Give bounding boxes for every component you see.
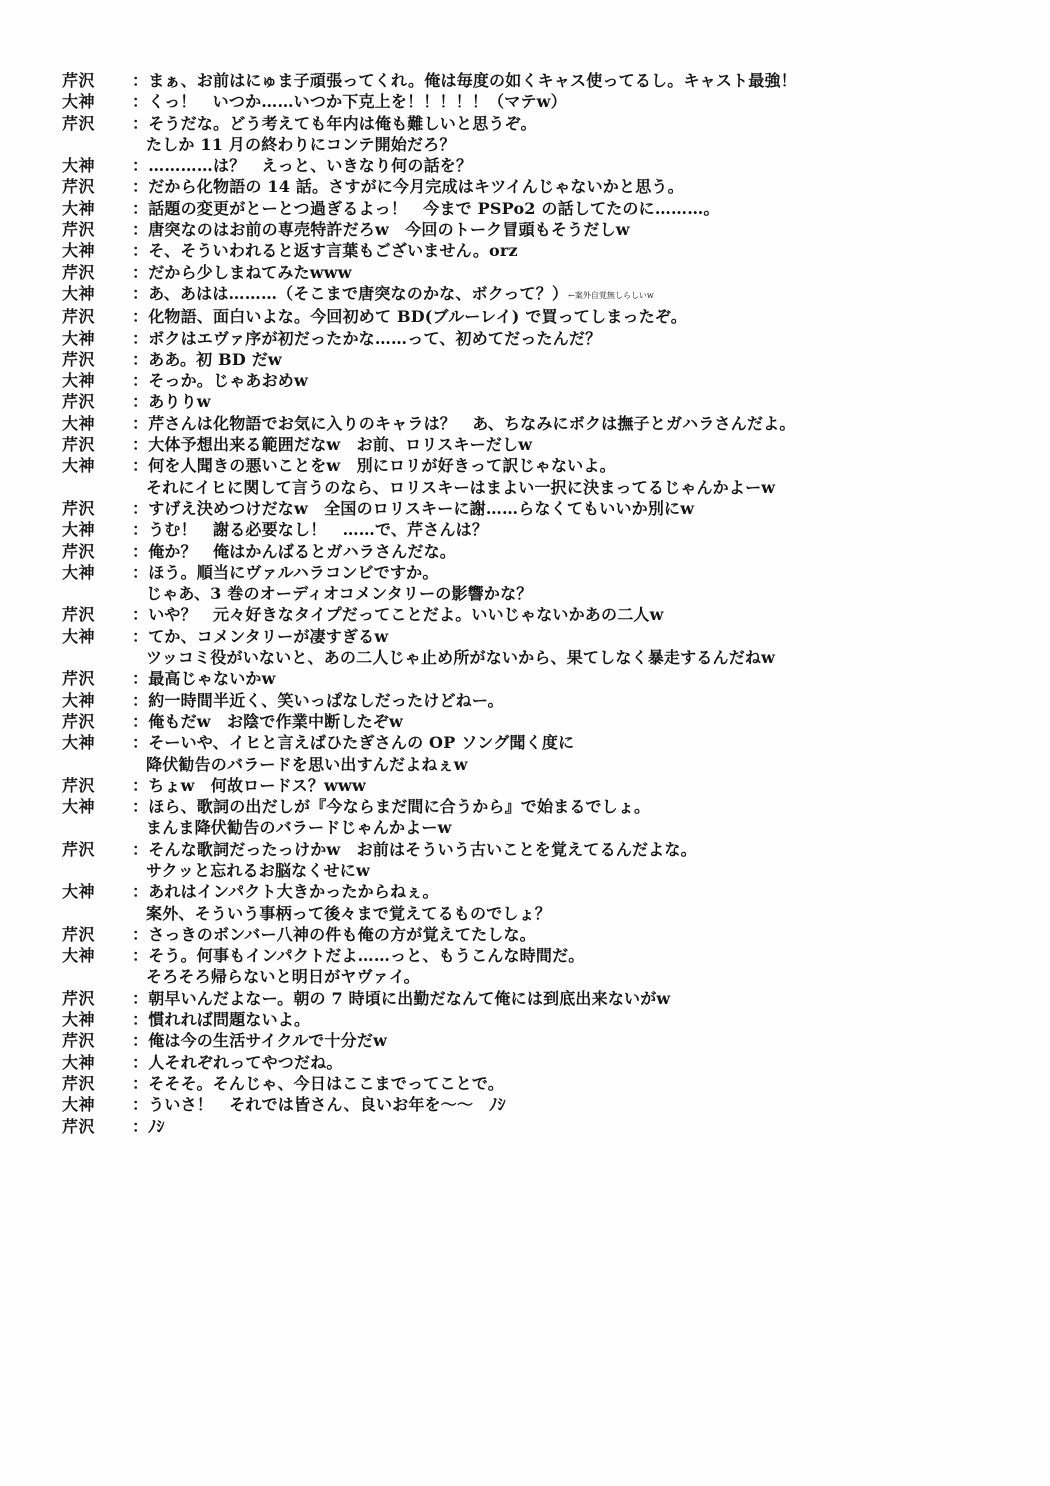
dialogue-line [132, 604, 1037, 625]
dialogue-text: じゃあ、3 巻のオーディオコメンタリーの影響かな？ [146, 584, 533, 604]
dialogue-line [132, 839, 1037, 860]
dialogue-text: ：そーいや、イヒと言えばひたぎさんの OP ソング聞く度に [132, 733, 575, 753]
dialogue-entry [62, 1030, 1037, 1051]
dialogue-entry [62, 70, 1037, 91]
speaker-name: 大神 [62, 882, 96, 902]
dialogue-line [132, 219, 1037, 240]
dialogue-lines [132, 1030, 1037, 1051]
dialogue-entry [62, 413, 1037, 434]
speaker-name: 芹沢 [62, 605, 96, 625]
dialogue-line [132, 498, 1037, 519]
dialogue-line [132, 945, 1037, 966]
dialogue-text: ：…………は？ えっと、いきなり何の話を？ [132, 156, 473, 176]
speaker-name: 芹沢 [62, 349, 96, 369]
dialogue-lines [132, 498, 1037, 519]
dialogue-text: それにイヒに関して言うのなら、ロリスキーはまよい一択に決まってるじゃんかよーw [146, 477, 776, 497]
speaker-name: 大神 [62, 562, 96, 582]
speaker-name: 大神 [62, 1010, 96, 1030]
dialogue-lines [132, 1073, 1037, 1094]
dialogue-entry [62, 113, 1037, 156]
dialogue-lines [132, 924, 1037, 945]
dialogue-text: ：そう。何事もインパクトだよ……っと、もうこんな時間だ。 [132, 946, 585, 966]
dialogue-lines [132, 91, 1037, 112]
dialogue-text: ：そそそ。そんじゃ、今日はここまでってことで。 [132, 1073, 504, 1093]
dialogue-line [132, 796, 1037, 817]
dialogue-entry [62, 1052, 1037, 1073]
speaker-name: 大神 [62, 198, 96, 218]
dialogue-line [132, 306, 1037, 327]
speaker-name: 芹沢 [62, 435, 96, 455]
dialogue-line [132, 690, 1037, 711]
dialogue-lines [132, 370, 1037, 391]
dialogue-lines [132, 562, 1037, 605]
dialogue-text: まんま降伏勧告のバラードじゃんかよーw [146, 818, 452, 838]
dialogue-entry [62, 219, 1037, 240]
speaker-name: 芹沢 [62, 711, 96, 731]
dialogue-lines [132, 839, 1037, 882]
speaker-name: 大神 [62, 241, 96, 261]
speaker-name: 大神 [62, 283, 96, 303]
dialogue-text: ：まぁ、お前はにゅま子頑張ってくれ。俺は毎度の如くキャス使ってるし。キャスト最強！ [132, 71, 797, 90]
dialogue-entry [62, 498, 1037, 519]
speaker-name: 芹沢 [62, 392, 96, 412]
dialogue-line [132, 70, 1037, 91]
dialogue-text: ：そうだな。どう考えても年内は俺も難しいと思うぞ。 [132, 113, 537, 133]
dialogue-line [132, 1030, 1037, 1051]
dialogue-text: ：何を人聞きの悪いことをw 別にロリが好きって訳じゃないよ。 [132, 456, 616, 476]
dialogue-entry [62, 519, 1037, 540]
dialogue-entry [62, 455, 1037, 498]
dialogue-line [132, 1009, 1037, 1030]
dialogue-text: ：ほう。順当にヴァルハラコンビですか。 [132, 562, 439, 582]
dialogue-line [132, 434, 1037, 455]
dialogue-line [132, 370, 1037, 391]
dialogue-text: ：ﾉｼ [132, 1116, 165, 1136]
dialogue-entry [62, 370, 1037, 391]
dialogue-entry [62, 839, 1037, 882]
dialogue-text: ：ほら、歌詞の出だしが『今ならまだ間に合うから』で始まるでしょ。 [132, 797, 651, 817]
dialogue-lines [132, 198, 1037, 219]
dialogue-line [132, 155, 1037, 176]
speaker-name: 大神 [62, 520, 96, 540]
dialogue-lines [132, 711, 1037, 732]
dialogue-entry [62, 1094, 1037, 1115]
dialogue-lines [132, 155, 1037, 176]
dialogue-text: ：そ、そういわれると返す言葉もございません。orz [132, 241, 518, 261]
dialogue-entry [62, 775, 1037, 796]
dialogue-entry [62, 1009, 1037, 1030]
dialogue-line [132, 198, 1037, 219]
dialogue-text: ：俺もだw お陰で作業中断したぞw [132, 711, 403, 731]
dialogue-line [132, 349, 1037, 370]
dialogue-lines [132, 434, 1037, 455]
dialogue-line [132, 176, 1037, 197]
dialogue-line [132, 562, 1037, 583]
dialogue-line [132, 240, 1037, 261]
dialogue-entry [62, 562, 1037, 605]
dialogue-text: ：ういさ！ それでは皆さん、良いお年を～～ ﾉｼ [132, 1095, 506, 1115]
dialogue-entry [62, 626, 1037, 669]
speaker-name: 芹沢 [62, 1073, 96, 1093]
dialogue-line [132, 626, 1037, 647]
dialogue-line [132, 541, 1037, 562]
dialogue-line [132, 1094, 1037, 1115]
dialogue-lines [132, 690, 1037, 711]
dialogue-lines [132, 988, 1037, 1009]
speaker-name: 芹沢 [62, 541, 96, 561]
dialogue-lines [132, 113, 1037, 156]
dialogue-lines [132, 945, 1037, 988]
dialogue-text: たしか 11 月の終わりにコンテ開始だろ？ [146, 134, 456, 154]
dialogue-entry [62, 604, 1037, 625]
speaker-name: 大神 [62, 1095, 96, 1115]
dialogue-text: 降伏勧告のバラードを思い出すんだよねぇw [146, 754, 468, 774]
speaker-name: 芹沢 [62, 988, 96, 1008]
dialogue-text: ：だから少しまねてみたwww [132, 262, 352, 282]
dialogue-text: ：ボクはエヴァ序が初だったかな……って、初めてだったんだ？ [132, 328, 602, 348]
dialogue-lines [132, 262, 1037, 283]
dialogue-lines [132, 541, 1037, 562]
dialogue-lines [132, 732, 1037, 775]
dialogue-entry [62, 198, 1037, 219]
dialogue-transcript [62, 70, 1037, 1137]
dialogue-text: ：くっ！ いつか……いつか下克上を！！！！！（マテw） [132, 92, 567, 112]
dialogue-text: ：芹さんは化物語でお気に入りのキャラは？ あ、ちなみにボクは撫子とガハラさんだよ。 [132, 413, 796, 433]
speaker-name: 芹沢 [62, 113, 96, 133]
dialogue-line [132, 91, 1037, 112]
dialogue-line [132, 1116, 1037, 1137]
dialogue-entry [62, 690, 1037, 711]
dialogue-line [132, 455, 1037, 476]
dialogue-text: ：あれはインパクト大きかったからねぇ。 [132, 882, 439, 902]
dialogue-lines [132, 796, 1037, 839]
dialogue-entry [62, 924, 1037, 945]
dialogue-entry [62, 945, 1037, 988]
dialogue-line [132, 966, 1037, 987]
dialogue-entry [62, 176, 1037, 197]
speaker-name: 芹沢 [62, 669, 96, 689]
dialogue-line [132, 328, 1037, 349]
dialogue-lines [132, 455, 1037, 498]
dialogue-text: ：あ、あはは………（そこまで唐突なのかな、ボクって？） [132, 283, 569, 303]
dialogue-lines [132, 1116, 1037, 1137]
speaker-name: 芹沢 [62, 1031, 96, 1051]
dialogue-line [132, 647, 1037, 668]
dialogue-entry [62, 91, 1037, 112]
dialogue-lines [132, 519, 1037, 540]
speaker-name: 芹沢 [62, 71, 96, 90]
dialogue-lines [132, 391, 1037, 412]
speaker-name: 大神 [62, 371, 96, 391]
dialogue-line [132, 817, 1037, 838]
dialogue-line [132, 262, 1037, 283]
speaker-name: 大神 [62, 626, 96, 646]
dialogue-text: ：俺か？ 俺はかんばるとガハラさんだな。 [132, 541, 457, 561]
dialogue-line [132, 775, 1037, 796]
dialogue-line [132, 860, 1037, 881]
dialogue-entry [62, 391, 1037, 412]
dialogue-text: ：そっか。じゃあおめw [132, 371, 308, 391]
dialogue-line [132, 711, 1037, 732]
speaker-name: 芹沢 [62, 307, 96, 327]
dialogue-line [132, 924, 1037, 945]
dialogue-text: ：いや？ 元々好きなタイプだってことだよ。いいじゃないかあの二人w [132, 605, 664, 625]
dialogue-text: ：人それぞれってやつだね。 [132, 1052, 343, 1072]
speaker-name: 芹沢 [62, 1116, 96, 1136]
dialogue-line [132, 477, 1037, 498]
dialogue-line [132, 1052, 1037, 1073]
dialogue-lines [132, 626, 1037, 669]
dialogue-text: 案外、そういう事柄って後々まで覚えてるものでしょ？ [146, 903, 552, 923]
dialogue-text: ：すげえ決めつけだなw 全国のロリスキーに謝……らなくてもいいか別にw [132, 498, 695, 518]
dialogue-text: ：ちょw 何故ロードス？www [132, 775, 366, 795]
dialogue-entry [62, 349, 1037, 370]
dialogue-entry [62, 283, 1037, 306]
dialogue-text: ：最高じゃないかw [132, 669, 276, 689]
speaker-name: 大神 [62, 413, 96, 433]
dialogue-line [132, 732, 1037, 753]
dialogue-text: ：ああ。初 BD だw [132, 349, 282, 369]
dialogue-text: ：だから化物語の 14 話。さすがに今月完成はキツイんじゃないかと思う。 [132, 177, 684, 197]
margin-note: ←案外自覚無しらしいw [568, 290, 654, 300]
dialogue-entry [62, 262, 1037, 283]
speaker-name: 大神 [62, 797, 96, 817]
dialogue-entry [62, 732, 1037, 775]
speaker-name: 芹沢 [62, 220, 96, 240]
dialogue-lines [132, 328, 1037, 349]
dialogue-lines [132, 1009, 1037, 1030]
speaker-name: 芹沢 [62, 498, 96, 518]
dialogue-line [132, 881, 1037, 902]
dialogue-line [132, 1073, 1037, 1094]
speaker-name: 芹沢 [62, 177, 96, 197]
dialogue-line [132, 754, 1037, 775]
dialogue-line [132, 113, 1037, 134]
dialogue-text: ：てか、コメンタリーが凄すぎるw [132, 626, 389, 646]
dialogue-line [132, 283, 1037, 306]
dialogue-lines [132, 775, 1037, 796]
speaker-name: 大神 [62, 328, 96, 348]
dialogue-lines [132, 1052, 1037, 1073]
dialogue-text: ：大体予想出来る範囲だなw お前、ロリスキーだしw [132, 435, 533, 455]
dialogue-lines [132, 604, 1037, 625]
speaker-name: 大神 [62, 690, 96, 710]
dialogue-entry [62, 1116, 1037, 1137]
dialogue-lines [132, 881, 1037, 924]
speaker-name: 大神 [62, 733, 96, 753]
speaker-name: 芹沢 [62, 775, 96, 795]
speaker-name: 大神 [62, 946, 96, 966]
dialogue-line [132, 583, 1037, 604]
dialogue-line [132, 391, 1037, 412]
dialogue-entry [62, 668, 1037, 689]
dialogue-lines [132, 70, 1037, 91]
speaker-name: 大神 [62, 92, 96, 112]
dialogue-text: ：話題の変更がとーとつ過ぎるよっ！ 今まで PSPo2 の話してたのに………。 [132, 198, 720, 218]
dialogue-text: ：ありりw [132, 392, 211, 412]
dialogue-entry [62, 155, 1037, 176]
dialogue-lines [132, 306, 1037, 327]
speaker-name: 大神 [62, 1052, 96, 1072]
dialogue-entry [62, 711, 1037, 732]
dialogue-entry [62, 434, 1037, 455]
dialogue-entry [62, 541, 1037, 562]
dialogue-entry [62, 240, 1037, 261]
dialogue-line [132, 903, 1037, 924]
dialogue-entry [62, 988, 1037, 1009]
dialogue-text: ：化物語、面白いよな。今回初めて BD(ブルーレイ) で買ってしまったぞ。 [132, 307, 688, 327]
dialogue-entry [62, 328, 1037, 349]
dialogue-text: ：慣れれば問題ないよ。 [132, 1010, 311, 1030]
speaker-name: 大神 [62, 156, 96, 176]
dialogue-line [132, 413, 1037, 434]
dialogue-lines [132, 349, 1037, 370]
dialogue-entry [62, 1073, 1037, 1094]
dialogue-text: ツッコミ役がいないと、あの二人じゃ止め所がないから、果てしなく暴走するんだねw [146, 648, 776, 668]
dialogue-text: そろそろ帰らないと明日がヤヴァイ。 [146, 967, 420, 987]
dialogue-text: ：朝早いんだよなー。朝の 7 時頃に出勤だなんて俺には到底出来ないがw [132, 988, 671, 1008]
dialogue-lines [132, 283, 1037, 306]
dialogue-line [132, 668, 1037, 689]
speaker-name: 芹沢 [62, 924, 96, 944]
dialogue-text: ：さっきのボンバー八神の件も俺の方が覚えてたしな。 [132, 924, 536, 944]
dialogue-line [132, 134, 1037, 155]
dialogue-lines [132, 219, 1037, 240]
dialogue-line [132, 988, 1037, 1009]
dialogue-text: ：うむ！ 謝る必要なし！ ……で、芹さんは？ [132, 520, 489, 540]
dialogue-lines [132, 1094, 1037, 1115]
dialogue-entry [62, 796, 1037, 839]
dialogue-text: ：そんな歌詞だったっけかw お前はそういう古いことを覚えてるんだよな。 [132, 839, 697, 859]
dialogue-line [132, 519, 1037, 540]
speaker-name: 芹沢 [62, 262, 96, 282]
speaker-name: 大神 [62, 456, 96, 476]
dialogue-entry [62, 881, 1037, 924]
dialogue-text: ：約一時間半近く、笑いっぱなしだったけどねー。 [132, 690, 504, 710]
speaker-name: 芹沢 [62, 839, 96, 859]
dialogue-text: サクッと忘れるお脳なくせにw [146, 860, 370, 880]
dialogue-lines [132, 240, 1037, 261]
dialogue-lines [132, 176, 1037, 197]
dialogue-lines [132, 413, 1037, 434]
dialogue-lines [132, 668, 1037, 689]
dialogue-text: ：唐突なのはお前の専売特許だろw 今回のトーク冒頭もそうだしw [132, 220, 630, 240]
dialogue-entry [62, 306, 1037, 327]
dialogue-text: ：俺は今の生活サイクルで十分だw [132, 1031, 388, 1051]
